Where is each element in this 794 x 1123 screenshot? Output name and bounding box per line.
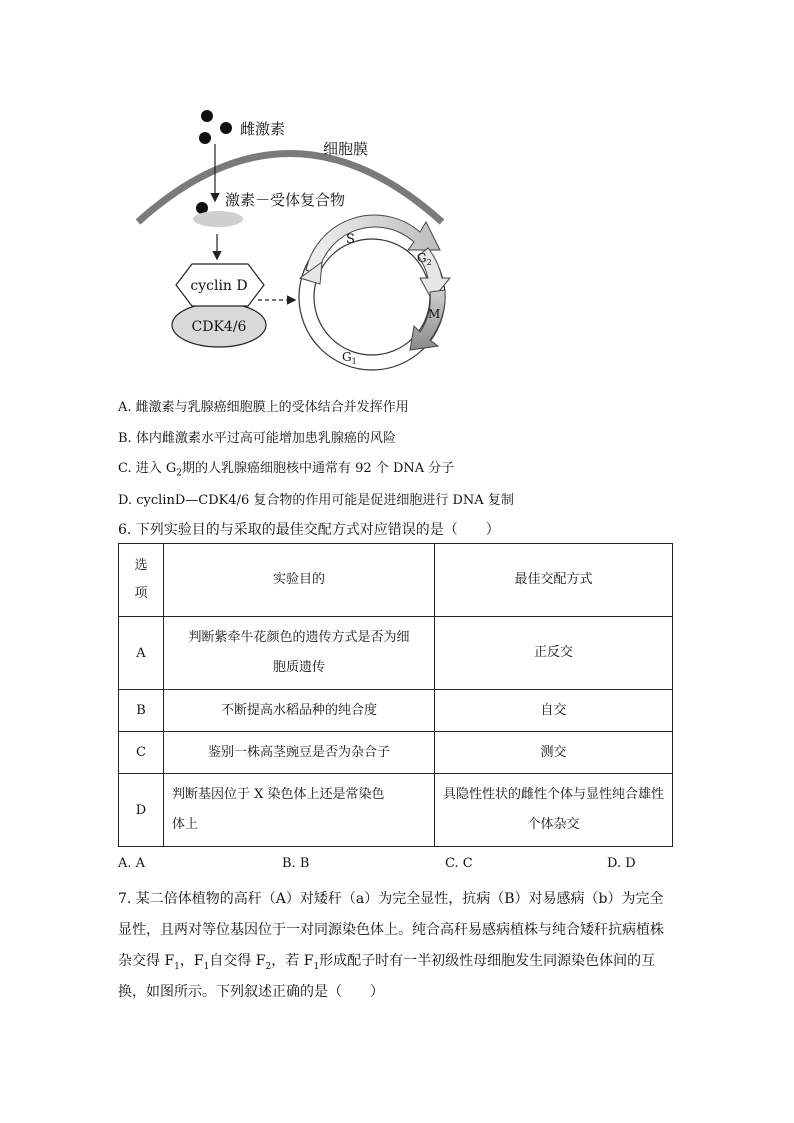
phase-g2-label: $G_2$	[417, 251, 432, 267]
row-purpose: 判断紫牵牛花颜色的遗传方式是否为细 胞质遗传	[164, 617, 435, 690]
table-row	[119, 732, 673, 774]
q7-line-1: 7. 某二倍体植物的高秆（A）对矮秆（a）为完全显性，抗病（B）对易感病（b）为完全	[118, 891, 664, 907]
row-method: 具隐性性状的雌性个体与显性纯合雄性 个体杂交	[435, 774, 673, 847]
header-option: 选 项	[119, 544, 164, 617]
row-option: D	[119, 774, 164, 847]
phase-s-label: S	[346, 232, 355, 247]
q5-option-b[interactable]: B. 体内雌激素水平过高可能增加患乳腺癌的风险	[118, 431, 396, 446]
row-purpose: 鉴别一株高茎豌豆是否为杂合子	[164, 732, 435, 774]
hormone-label: 雌激素	[240, 120, 286, 138]
hormone-dot	[220, 122, 232, 134]
phase-m-label: M	[428, 307, 441, 321]
cyclin-label: cyclin D	[190, 278, 248, 294]
hormone-dot	[201, 110, 213, 122]
q7-line-2: 显性，且两对等位基因位于一对同源染色体上。纯合高秆易感病植株与纯合矮秆抗病植株	[118, 922, 664, 938]
q6-answer-a[interactable]: A. A	[118, 856, 146, 871]
row-option: A	[119, 617, 164, 690]
q7-line-4: 换，如图所示。下列叙述正确的是（ ）	[118, 984, 384, 1000]
q5-option-d[interactable]: D. cyclinD—CDK4/6 复合物的作用可能是促进细胞进行 DNA 复制	[118, 493, 514, 508]
row-method: 正反交	[435, 617, 673, 690]
row-option: C	[119, 732, 164, 774]
table-row	[119, 617, 673, 690]
header-purpose: 实验目的	[164, 544, 435, 617]
row-purpose: 不断提高水稻品种的纯合度	[164, 690, 435, 732]
phase-g1-label: $G_1$	[342, 350, 357, 366]
row-option: B	[119, 690, 164, 732]
header-method: 最佳交配方式	[435, 544, 673, 617]
membrane-label: 细胞膜	[323, 140, 369, 158]
q5-option-c-text: C. 进入 G	[118, 461, 177, 476]
hormone-dot	[199, 132, 211, 144]
table-row	[119, 774, 673, 847]
q7-line-3: 杂交得 $F_1$，$F_1$自交得 $F_2$，若 $F_1$形成配子时有一半初级性母细胞发生同源染色体间的互	[118, 953, 656, 972]
cell-membrane	[138, 154, 442, 223]
q6-answer-d[interactable]: D. D	[607, 856, 636, 871]
table-row	[119, 690, 673, 732]
cell-cycle-diagram	[0, 0, 794, 380]
q5-option-c[interactable]	[118, 457, 454, 479]
cdk-label: CDK4/6	[191, 319, 247, 335]
row-purpose: 判断基因位于 X 染色体上还是常染色 体上	[164, 774, 435, 847]
q6-answer-c[interactable]: C. C	[445, 856, 473, 871]
row-method: 测交	[435, 732, 673, 774]
s-phase-arrow	[306, 215, 440, 275]
table-header-row	[119, 544, 673, 617]
q6-table	[118, 543, 673, 847]
q6-answer-b[interactable]: B. B	[282, 856, 310, 871]
receptor	[193, 211, 243, 227]
complex-label: 激素－受体复合物	[225, 191, 346, 209]
cycle-ring	[299, 215, 450, 370]
q5-option-a[interactable]: A. 雌激素与乳腺癌细胞膜上的受体结合并发挥作用	[118, 400, 409, 415]
row-method: 自交	[435, 690, 673, 732]
q5-option-c-sub: 2	[176, 468, 182, 479]
q6-stem: 6. 下列实验目的与采取的最佳交配方式对应错误的是（ ）	[118, 522, 500, 538]
q5-option-c-rest: 期的人乳腺癌细胞核中通常有 92 个 DNA 分子	[182, 461, 455, 476]
